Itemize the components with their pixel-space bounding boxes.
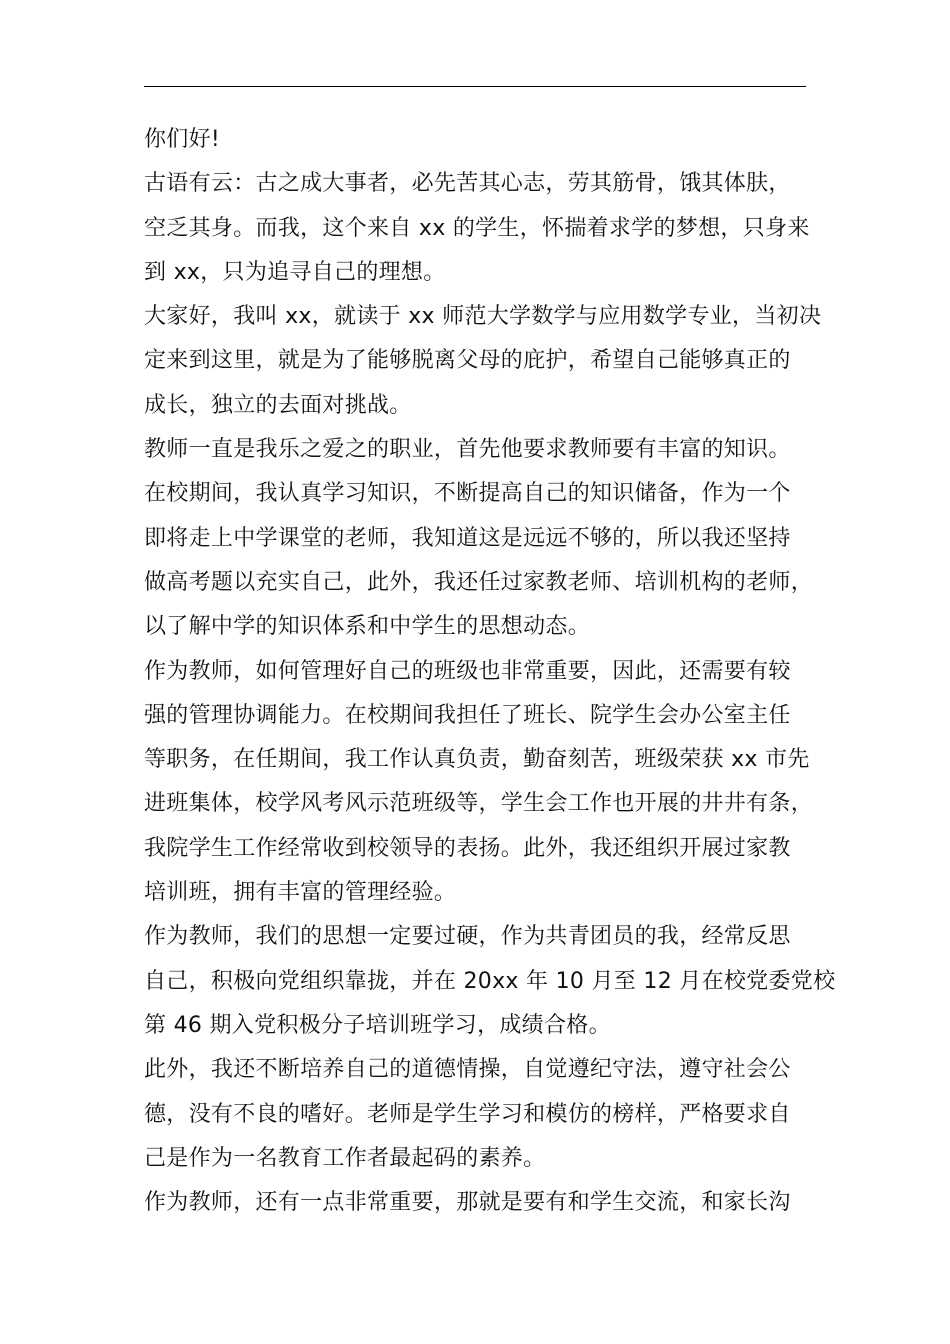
text-line: 古语有云：古之成大事者，必先苦其心志，劳其筋骨，饿其体肤， [144,171,791,197]
text-line: 作为教师，我们的思想一定要过硬，作为共青团员的我，经常反思 [144,924,791,950]
text-line: 德，没有不良的嗜好。老师是学生学习和模仿的榜样，严格要求自 [144,1101,791,1127]
text-line: 作为教师，还有一点非常重要，那就是要有和学生交流，和家长沟 [144,1190,791,1216]
header-rule [144,86,806,87]
text-line: 培训班，拥有丰富的管理经验。 [144,880,457,906]
text-line: 即将走上中学课堂的老师，我知道这是远远不够的，所以我还坚持 [144,525,791,551]
text-line: 等职务，在任期间，我工作认真负责，勤奋刻苦，班级荣获 xx 市先 [144,747,810,773]
text-line: 己是作为一名教育工作者最起码的素养。 [144,1145,546,1171]
text-line: 你们好! [144,127,221,152]
text-line: 此外，我还不断培养自己的道德情操，自觉遵纪守法，遵守社会公 [144,1057,791,1083]
text-line: 成长，独立的去面对挑战。 [144,392,412,418]
text-line: 进班集体，校学风考风示范班级等，学生会工作也开展的井井有条， [144,791,814,817]
text-line: 自己，积极向党组织靠拢，并在 20xx 年 10 月至 12 月在校党委党校 [144,968,836,994]
text-line: 做高考题以充实自己，此外，我还任过家教老师、培训机构的老师， [144,569,814,595]
text-line: 教师一直是我乐之爱之的职业，首先他要求教师要有丰富的知识。 [144,437,791,463]
text-line: 我院学生工作经常收到校领导的表扬。此外，我还组织开展过家教 [144,835,791,861]
text-line: 在校期间，我认真学习知识，不断提高自己的知识储备，作为一个 [144,481,791,507]
text-line: 大家好，我叫 xx，就读于 xx 师范大学数学与应用数学专业，当初决 [144,304,822,330]
text-line: 以了解中学的知识体系和中学生的思想动态。 [144,614,591,640]
text-line: 强的管理协调能力。在校期间我担任了班长、院学生会办公室主任 [144,702,791,728]
text-line: 到 xx，只为追寻自己的理想。 [144,259,446,285]
text-line: 作为教师，如何管理好自己的班级也非常重要，因此，还需要有较 [144,658,791,684]
text-line: 第 46 期入党积极分子培训班学习，成绩合格。 [144,1012,611,1038]
text-line: 定来到这里，就是为了能够脱离父母的庇护，希望自己能够真正的 [144,348,791,374]
document-body [144,118,836,1225]
text-line: 空乏其身。而我，这个来自 xx 的学生，怀揣着求学的梦想，只身来 [144,215,810,241]
